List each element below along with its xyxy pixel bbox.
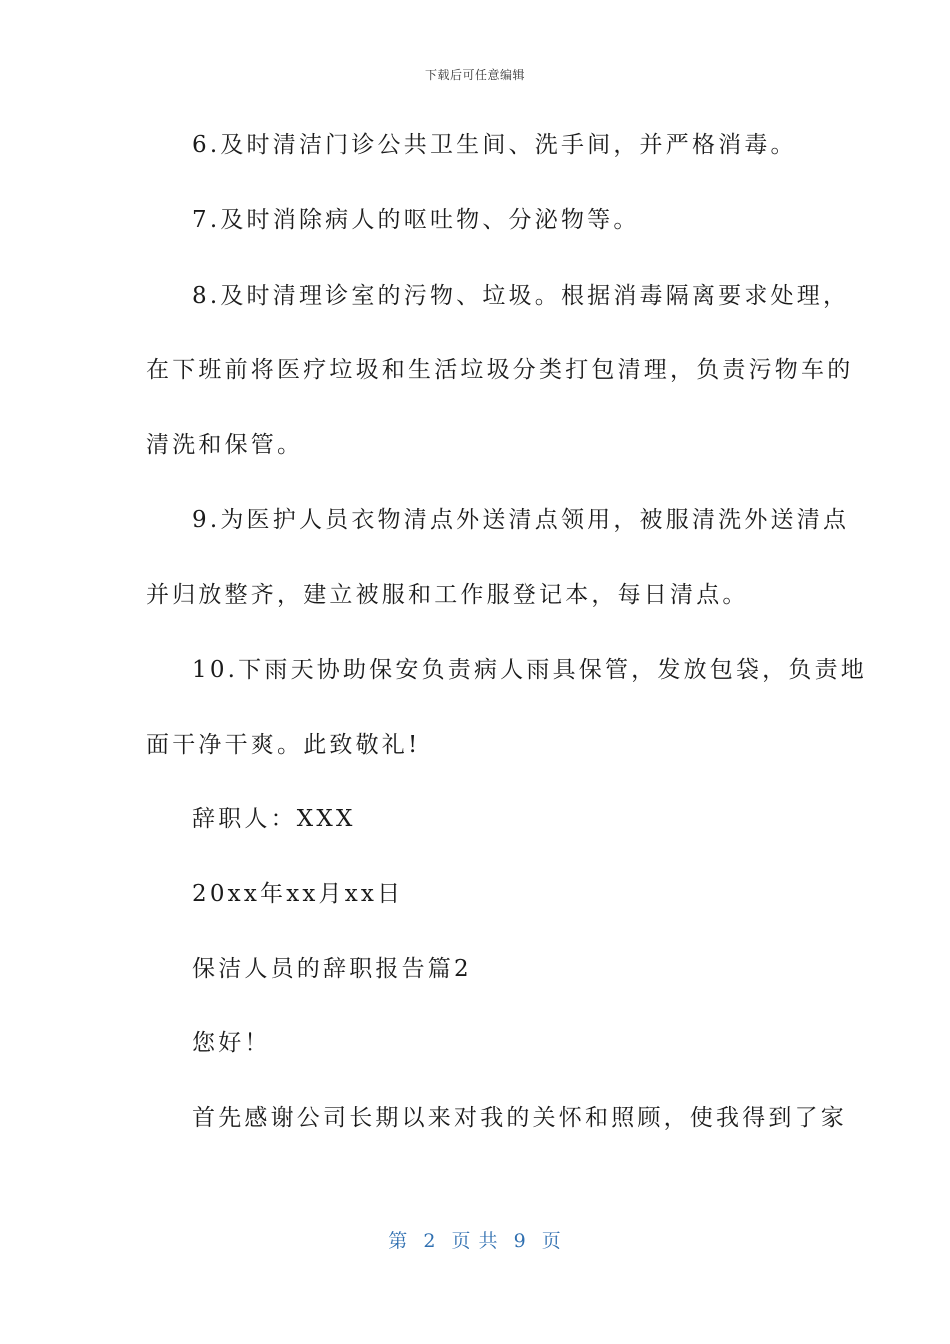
footer-total-pages: 9 [513, 1230, 527, 1252]
page-header: 下载后可任意编辑 [424, 68, 525, 82]
footer-page-number: 2 [423, 1230, 437, 1252]
body-line-item8-cont1: 在下班前将医疗垃圾和生活垃圾分类打包清理，负责污物车的 [146, 357, 854, 383]
body-line-item10-cont: 面干净干爽。此致敬礼! [146, 732, 421, 758]
footer-suffix: 页 [541, 1230, 562, 1252]
footer-prefix: 第 [388, 1230, 409, 1252]
body-line-item9-cont: 并归放整齐，建立被服和工作服登记本，每日清点。 [146, 582, 749, 608]
page-footer [0, 1226, 950, 1253]
date-line: 20xx年xx月xx日 [192, 881, 404, 907]
body-line-item8-cont2: 清洗和保管。 [146, 432, 304, 458]
body-line-item8: 8.及时清理诊室的污物、垃圾。根据消毒隔离要求处理， [192, 283, 850, 309]
body-line-item7: 7.及时消除病人的呕吐物、分泌物等。 [192, 207, 640, 233]
body-line-item9: 9.为医护人员衣物清点外送清点领用，被服清洗外送清点 [192, 507, 850, 533]
footer-middle: 页 共 [451, 1230, 499, 1252]
signature-line: 辞职人：XXX [192, 806, 356, 832]
body-line-item10: 10.下雨天协助保安负责病人雨具保管，发放包袋，负责地 [192, 657, 867, 683]
greeting-line: 您好！ [192, 1030, 271, 1056]
section-title: 保洁人员的辞职报告篇2 [192, 956, 472, 982]
body-line-item6: 6.及时清洁门诊公共卫生间、洗手间，并严格消毒。 [192, 132, 797, 158]
body-line-opening: 首先感谢公司长期以来对我的关怀和照顾，使我得到了家 [192, 1105, 847, 1131]
